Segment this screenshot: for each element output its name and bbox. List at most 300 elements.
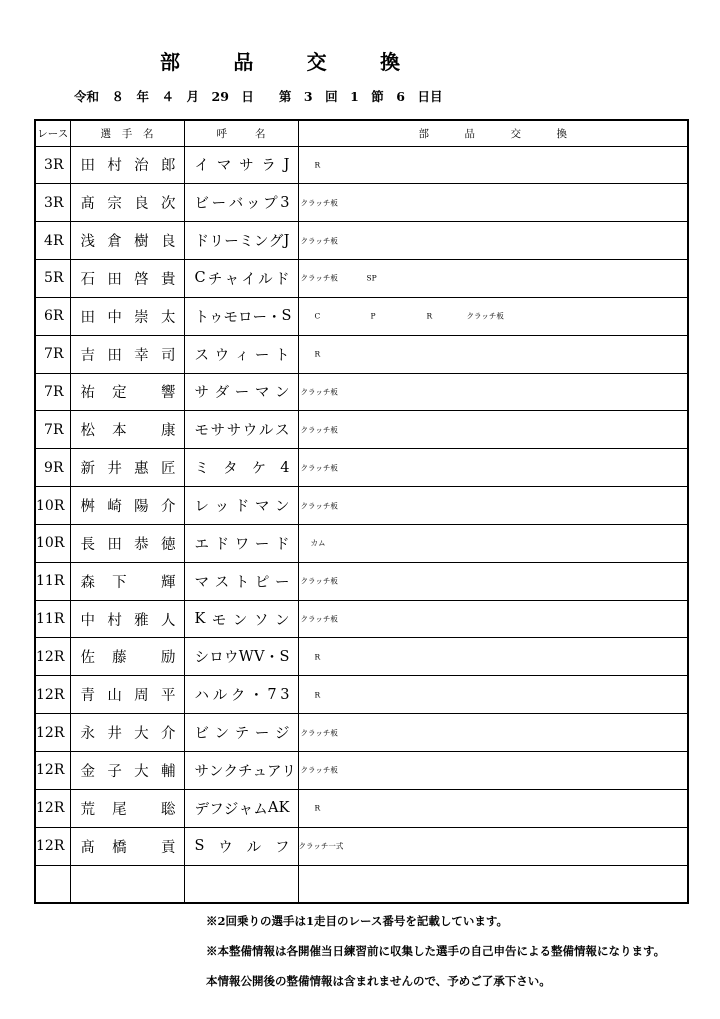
nickname-char: ッ [245,196,261,213]
part-item: R [314,690,321,700]
nickname-char: S [279,648,290,665]
racer-name-char: 惠 [134,461,149,478]
table-row [35,789,688,827]
nickname-char: A [267,800,279,817]
nickname-char: K [194,611,206,628]
racer-name-char: 長 [80,536,95,553]
racer-name-char: 大 [134,763,149,780]
table-row [35,752,688,790]
nickname-char: ー [234,385,250,402]
header-parts-char: 品 [464,127,475,140]
nickname-char: ・ [249,688,264,705]
nickname-char: ジ [223,801,239,818]
racer-nickname [184,222,298,260]
nickname-char: ミ [239,234,254,251]
nickname-char: ド [234,499,250,516]
nickname-char: エ [194,536,209,553]
table-row [35,260,688,298]
nickname-char: サ [226,423,242,440]
racer-nickname [184,449,298,487]
nickname-char: ン [275,385,290,402]
nickname-char: 4 [280,459,290,476]
parts-exchanged [298,789,688,827]
race-number: 12R [35,752,70,790]
nickname-char: ー [254,347,270,364]
part-item: R [314,160,321,170]
racer-name-char: 田 [107,536,122,553]
racer-nickname [184,487,298,525]
parts-exchanged [298,676,688,714]
nickname-char: タ [223,461,238,478]
header-racer-char: 手 [121,127,133,140]
part-item: SP [366,273,377,283]
nickname-char: ウ [218,839,233,856]
racer-nickname [184,638,298,676]
racer-name-char: 康 [160,423,176,440]
header-parts [298,120,688,146]
nickname-char: ー [254,536,270,553]
racer-name-char: 尾 [112,801,127,818]
nickname-char: ソ [253,612,269,629]
nickname-char: ロ [238,309,253,326]
racer-name [70,411,184,449]
racer-name-char: 司 [160,347,176,364]
racer-name [70,524,184,562]
race-number: 12R [35,676,70,714]
racer-name-char: 田 [107,347,122,364]
nickname-char: J [283,232,290,249]
parts-exchanged [298,562,688,600]
racer-nickname [184,524,298,562]
racer-name-char: 佐 [80,650,95,667]
nickname-char: ル [212,688,228,705]
table-row [35,184,688,222]
footnote: 本情報公開後の整備情報は含まれませんので、予めご了承下さい。 [206,974,551,988]
race-number: 3R [35,146,70,184]
nickname-char: ル [258,271,273,288]
parts-exchanged [298,373,688,411]
title-char: 品 [233,50,254,74]
racer-name-char: 崇 [134,309,149,326]
nickname-char: ム [253,801,268,818]
racer-name-char: 山 [107,688,122,705]
racer-nickname [184,827,298,865]
table-row [35,562,688,600]
parts-exchanged [298,449,688,487]
part-item: C [314,311,321,321]
nickname-char: イ [241,271,256,288]
racer-name-char: 樹 [134,234,149,251]
nickname-char: ウ [242,423,258,440]
parts-exchanged [298,600,688,638]
nickname-char: チ [238,763,253,780]
racer-name-char: 輔 [160,763,176,780]
racer-nickname [184,297,298,335]
table-row [35,714,688,752]
nickname-char: リ [209,234,224,251]
title-char: 部 [160,50,180,74]
racer-name-char: 崎 [107,499,122,516]
nickname-char: ル [258,423,274,440]
racer-name-char: 村 [107,158,122,175]
race-number: 10R [35,487,70,525]
nickname-char: ー [254,726,270,743]
nickname-char: シ [194,650,209,667]
nickname-char: ャ [224,271,240,288]
racer-nickname [184,184,298,222]
nickname-char: ル [246,839,262,856]
table-row [35,524,688,562]
nickname-char: ト [234,574,250,591]
racer-name [70,222,184,260]
racer-name-char: 井 [107,461,122,478]
nickname-char: ス [214,574,230,591]
table-row [35,411,688,449]
nickname-char: ・ [264,650,280,667]
nickname-char: ウ [214,347,230,364]
racer-name-char: 平 [160,688,176,705]
parts-exchanged [298,487,688,525]
racer-name [70,373,184,411]
nickname-char: ワ [234,536,250,553]
nickname-char: ピ [254,574,270,591]
racer-name-char: 治 [134,158,149,175]
empty-cell [184,865,298,903]
nickname-char: ハ [194,688,209,705]
racer-nickname [184,373,298,411]
racer-name-char: 髙 [80,196,95,213]
racer-name-char: 田 [107,271,122,288]
racer-name-char: 恭 [134,536,149,553]
nickname-char: ジ [275,726,290,743]
nickname-char: ク [223,763,238,780]
race-number: 6R [35,297,70,335]
nickname-char: ー [275,574,290,591]
parts-exchange-table [34,119,689,904]
nickname-char: ト [194,309,209,326]
nickname-char: ゥ [209,309,224,326]
racer-name-char: 太 [160,309,176,326]
parts-exchanged [298,184,688,222]
nickname-char: ビ [194,726,209,743]
nickname-char: ン [253,234,269,251]
table-row [35,827,688,865]
racer-nickname [184,789,298,827]
nickname-char: ビ [194,196,209,213]
racer-name-char: 啓 [134,271,149,288]
nickname-char: フ [274,839,290,856]
nickname-char: モ [211,612,227,629]
part-item: クラッチ板 [300,425,338,435]
race-number: 12R [35,714,70,752]
racer-name-char: 次 [160,196,176,213]
table-row [35,222,688,260]
racer-name-char: 聡 [160,801,176,818]
nickname-char: ュ [252,763,267,780]
table-header-row [35,120,688,146]
nickname-char: ド [194,234,209,251]
nickname-char: モ [194,423,209,440]
nickname-char: サ [239,158,254,175]
nickname-char: サ [194,385,209,402]
racer-name-char: 青 [80,688,95,705]
nickname-char: W [238,648,254,665]
parts-exchanged [298,827,688,865]
footnotes [206,906,665,996]
racer-nickname [184,260,298,298]
part-item: クラッチ板 [300,236,338,246]
nickname-char: ラ [261,158,276,175]
nickname-char: ・ [267,309,282,326]
racer-name [70,335,184,373]
nickname-char: ト [275,347,290,364]
part-item: P [370,311,376,321]
racer-name-char: 浅 [80,234,95,251]
part-item: クラッチ板 [300,576,338,586]
race-number: 5R [35,260,70,298]
racer-name-char: 井 [107,726,122,743]
nickname-char: プ [263,196,278,213]
racer-name [70,184,184,222]
racer-name-char: 宗 [107,196,122,213]
racer-name [70,487,184,525]
nickname-char: 3 [280,194,290,211]
header-nickname-char: 名 [255,127,266,140]
racer-name-char: 田 [80,158,95,175]
racer-nickname [184,562,298,600]
racer-nickname [184,714,298,752]
parts-exchanged [298,260,688,298]
header-parts-char: 換 [556,127,567,140]
nickname-char: マ [194,574,209,591]
parts-exchanged [298,146,688,184]
nickname-char: リ [281,763,296,780]
nickname-char: ウ [224,650,239,667]
nickname-char: S [194,838,205,855]
nickname-char: ロ [209,650,224,667]
nickname-char: ダ [214,385,230,402]
nickname-char: ク [230,688,246,705]
empty-cell [35,865,70,903]
racer-name-char: 良 [160,234,176,251]
parts-exchanged [298,335,688,373]
racer-name-char: 松 [80,423,95,440]
part-item: R [314,349,321,359]
part-item: クラッチ板 [300,501,338,511]
racer-nickname [184,752,298,790]
nickname-char: ケ [251,461,267,478]
header-nickname [184,120,298,146]
racer-name-char: 定 [112,385,127,402]
table-body [35,146,688,903]
table-row [35,373,688,411]
nickname-char: 3 [280,686,290,703]
header-parts-char: 交 [510,127,521,140]
nickname-char: サ [210,423,226,440]
nickname-char: チ [207,271,223,288]
nickname-char: 7 [267,686,277,703]
table-row [35,600,688,638]
header-race: レース [35,120,70,146]
nickname-char: ィ [234,347,250,364]
nickname-char: ミ [194,461,209,478]
racer-name-char: 大 [134,726,149,743]
racer-name-char: 桝 [80,499,95,516]
nickname-char: V [253,648,265,665]
empty-cell [70,865,184,903]
parts-exchanged [298,638,688,676]
nickname-char: バ [228,196,244,213]
nickname-char: ン [232,612,248,629]
racer-name-char: 介 [160,726,176,743]
nickname-char: ャ [238,801,254,818]
racer-nickname [184,146,298,184]
header-racer [70,120,184,146]
racer-name-char: 藤 [112,650,127,667]
racer-name-char: 雅 [134,612,149,629]
racer-name [70,638,184,676]
racer-nickname [184,676,298,714]
empty-cell [298,865,688,903]
nickname-char: レ [194,499,209,516]
race-number: 12R [35,827,70,865]
nickname-char: S [281,308,292,325]
footnote: ※2回乗りの選手は1走目のレース番号を記載しています。 [206,914,509,928]
racer-name [70,827,184,865]
race-number: 10R [35,524,70,562]
part-item: クラッチ板 [300,198,338,208]
racer-name-char: 励 [160,650,176,667]
nickname-char: グ [268,234,284,251]
racer-name-char: 新 [80,461,95,478]
empty-row [35,865,688,903]
racer-nickname [184,600,298,638]
nickname-char: マ [254,499,270,516]
parts-exchanged [298,411,688,449]
part-item: クラッチ板 [300,765,338,775]
nickname-char: K [278,800,290,817]
racer-name-char: 金 [80,763,95,780]
nickname-char: ー [252,309,267,326]
nickname-char: ン [274,612,290,629]
parts-exchanged [298,752,688,790]
table-row [35,449,688,487]
date-line: 令和 ８ 年 ４ 月 29 日 第 3 回 1 節 6 日目 [74,89,443,104]
nickname-char: ン [275,499,290,516]
racer-name [70,752,184,790]
racer-name-char: 髙 [80,839,95,856]
header-parts-char: 部 [418,127,429,140]
part-item: クラッチ板 [300,463,338,473]
part-item: クラッチ板 [300,728,338,738]
racer-name-char: 村 [107,612,122,629]
racer-name-char: 介 [160,499,176,516]
header-racer-char: 名 [143,127,154,140]
racer-name-char: 中 [107,309,122,326]
title-char: 換 [379,50,400,74]
racer-name [70,297,184,335]
racer-name [70,789,184,827]
part-item: R [314,652,321,662]
nickname-char: ー [224,234,239,251]
nickname-char: ン [209,763,224,780]
nickname-char: ス [274,423,290,440]
racer-name-char: 周 [134,688,149,705]
race-number: 7R [35,411,70,449]
racer-name [70,449,184,487]
part-item: クラッチ板 [300,614,338,624]
nickname-char: ッ [214,499,230,516]
race-number: 9R [35,449,70,487]
table-row [35,146,688,184]
footnote: ※本整備情報は各開催当日練習前に収集した選手の自己申告による整備情報になります。 [206,944,666,958]
nickname-char: フ [209,801,224,818]
racer-name-char: 陽 [134,499,149,516]
parts-exchanged [298,524,688,562]
racer-name [70,146,184,184]
nickname-char: イ [194,158,209,175]
racer-name-char: 貢 [160,839,176,856]
nickname-char: C [194,270,206,287]
racer-name-char: 輝 [160,574,176,591]
nickname-char: テ [234,726,250,743]
racer-name-char: 吉 [80,347,95,364]
racer-name-char: 匠 [160,461,176,478]
nickname-char: ー [211,196,227,213]
racer-name-char: 荒 [80,801,95,818]
part-item: R [426,311,433,321]
nickname-char: マ [216,158,232,175]
part-item: R [314,803,321,813]
part-item: クラッチ板 [466,311,504,321]
part-item: カム [310,538,326,548]
race-number: 4R [35,222,70,260]
racer-name-char: 中 [80,612,95,629]
part-item: クラッチ板 [300,387,338,397]
table-row [35,676,688,714]
parts-exchanged [298,222,688,260]
table-row [35,335,688,373]
nickname-char: J [283,156,290,173]
racer-name-char: 徳 [160,536,176,553]
race-number: 7R [35,373,70,411]
racer-name [70,676,184,714]
nickname-char: サ [194,763,209,780]
racer-nickname [184,411,298,449]
parts-exchanged [298,297,688,335]
race-number: 12R [35,638,70,676]
nickname-char: ス [194,347,209,364]
racer-name-char: 田 [80,309,95,326]
racer-name [70,714,184,752]
table-row [35,487,688,525]
part-item: クラッチ一式 [298,841,344,851]
racer-name-char: 人 [160,612,176,629]
header-nickname-char: 呼 [216,127,227,140]
racer-name-char: 石 [80,271,95,288]
nickname-char: マ [254,385,270,402]
nickname-char: ア [267,763,282,780]
racer-name-char: 良 [134,196,149,213]
nickname-char: ド [275,536,290,553]
racer-name-char: 永 [80,726,95,743]
page-title [160,46,400,75]
racer-name [70,600,184,638]
racer-name-char: 橋 [112,839,127,856]
header-racer-char: 選 [100,127,111,140]
racer-name-char: 子 [107,763,122,780]
table-row [35,638,688,676]
